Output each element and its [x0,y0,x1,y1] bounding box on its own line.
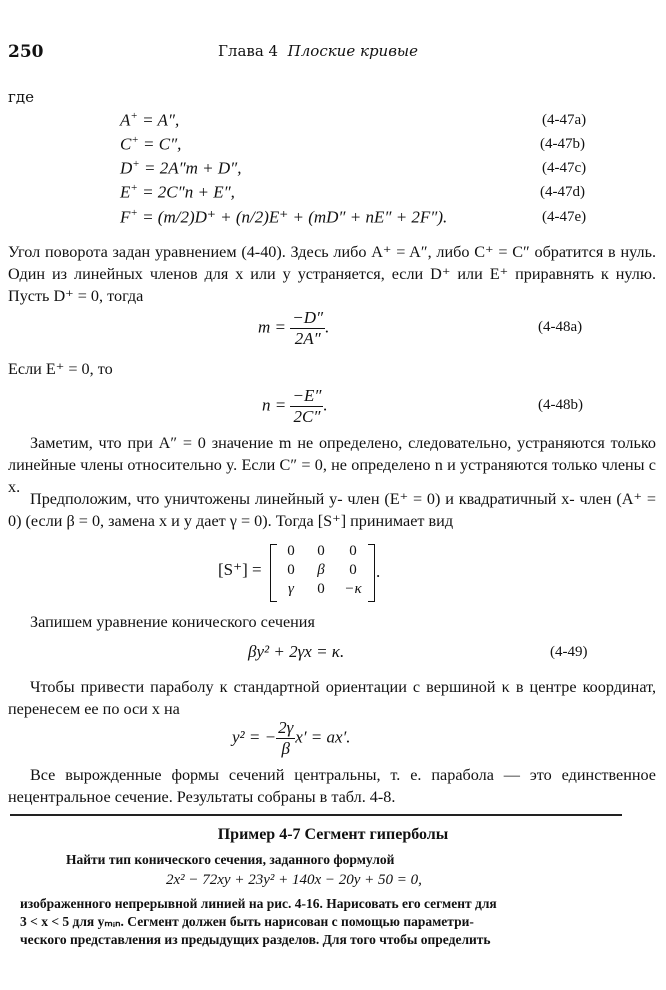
matrix-cell: 0 [317,543,325,559]
equation-4-47b: C+ = C″, [120,134,182,154]
equation-number: (4-48a) [538,319,583,335]
matrix-s-plus [218,540,388,602]
matrix-cell: −κ [344,581,362,597]
paragraph: Запишем уравнение конического сечения [30,613,315,631]
equation-number: (4-47b) [540,136,585,152]
matrix-cell: 0 [349,562,357,578]
section-divider [10,814,622,816]
running-header [218,42,418,60]
matrix-cell: 0 [287,543,295,559]
equation-translation: y² = − $\frac{2\gamma}{\beta}$ x′ = ax′. [232,718,351,758]
matrix-cell: 0 [349,543,357,559]
equation-number: (4-47e) [542,209,587,225]
paragraph: Чтобы привести параболу к стандартной ориентации с вершиной κ в центре координат, перенесем ее по оси x на [8,678,656,718]
example-text: изображенного непрерывной линией на рис. 4-16. Нарисовать его сегмент для [20,896,497,911]
equation-4-48a: m = $\frac{-D''}{2A''}$ . [258,308,330,348]
example-text: Найти тип конического сечения, заданного формулой [66,852,395,867]
matrix-cell: γ [288,581,294,597]
equation-number: (4-48b) [538,397,583,413]
paragraph: Угол поворота задан уравнением (4-40). Здесь либо A⁺ = A″, либо C⁺ = C″ обратится в нуль. Один из линейных членов для x или y устраняется, если D⁺ или E⁺ приравнять к нулю. Пусть D⁺ = 0, тогда [8,243,656,305]
matrix-tail: . [376,562,381,581]
intro-word: где [8,88,34,106]
equation-4-48b: n = $\frac{-E''}{2C''}$ . [262,386,328,426]
page-number: 250 [8,42,44,62]
example-title: Пример 4-7 Сегмент гиперболы [217,826,449,843]
equation-4-49: βy² + 2γx = κ. [248,642,345,661]
equation-4-47d: E+ = 2C″n + E″, [120,182,235,202]
paragraph: Если E⁺ = 0, то [8,360,113,378]
right-bracket [368,544,375,602]
matrix-cell: 0 [317,581,325,597]
fraction: $\frac{2\gamma}{\beta}$ [278,718,294,758]
fraction: $\frac{-E''}{2C''}$ [292,386,322,426]
equation-4-47c: D+ = 2A″m + D″, [120,158,242,178]
example-text: 3 < x < 5 для yₘᵢₙ. Сегмент должен быть нарисован с помощью параметри- [20,914,474,929]
matrix-cell: β [317,562,325,578]
example-formula: 2x² − 72xy + 23y² + 140x − 20y + 50 = 0, [166,872,422,888]
chapter-label: Глава 4 [218,42,279,60]
equation-number: (4-47d) [540,184,585,200]
paragraph: Заметим, что при A″ = 0 значение m не определено, следовательно, устраняются только линейные члены относительно y. Если C″ = 0, не определено n и устраняются только члены с x. [8,434,656,496]
matrix-cell: 0 [287,562,295,578]
equation-number: (4-49) [550,644,588,660]
equation-number: (4-47c) [542,160,587,176]
equation-number: (4-47a) [542,112,587,128]
paragraph: Все вырожденные формы сечений центральны, т. е. парабола — это единственное нецентральное сечение. Результаты собраны в табл. 4-8. [8,766,656,806]
chapter-title: Плоские кривые [287,42,419,60]
example-text: ческого представления из предыдущих разделов. Для того чтобы определить [20,932,491,947]
equation-4-47e: F+ = (m/2)D⁺ + (n/2)E⁺ + (mD″ + nE″ + 2F″). [120,207,448,227]
equation-4-47a: A+ = A″, [120,110,180,130]
matrix-lhs: [S⁺] = [218,560,262,579]
paragraph: Предположим, что уничтожены линейный y- член (E⁺ = 0) и квадратичный x- член (A⁺ = 0) (если β = 0, замена x и y дает γ = 0). Тогда [S⁺] принимает вид [8,490,656,530]
fraction: $\frac{-D''}{2A''}$ [292,308,324,348]
